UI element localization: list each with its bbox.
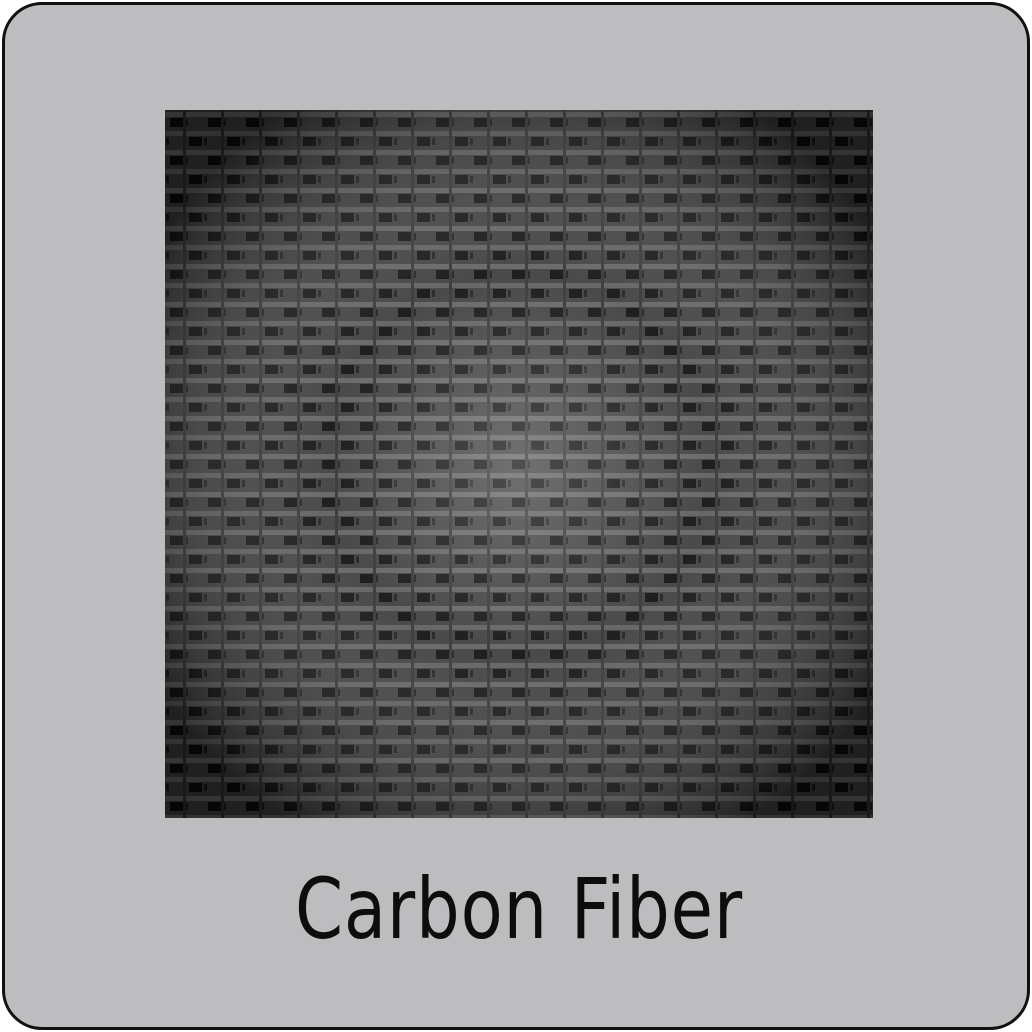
carbon-fiber-weave-pattern <box>165 110 873 818</box>
swatch-name-label: Carbon Fiber <box>294 860 744 958</box>
swatch-card <box>2 2 1030 1030</box>
carbon-fiber-texture <box>165 110 873 818</box>
